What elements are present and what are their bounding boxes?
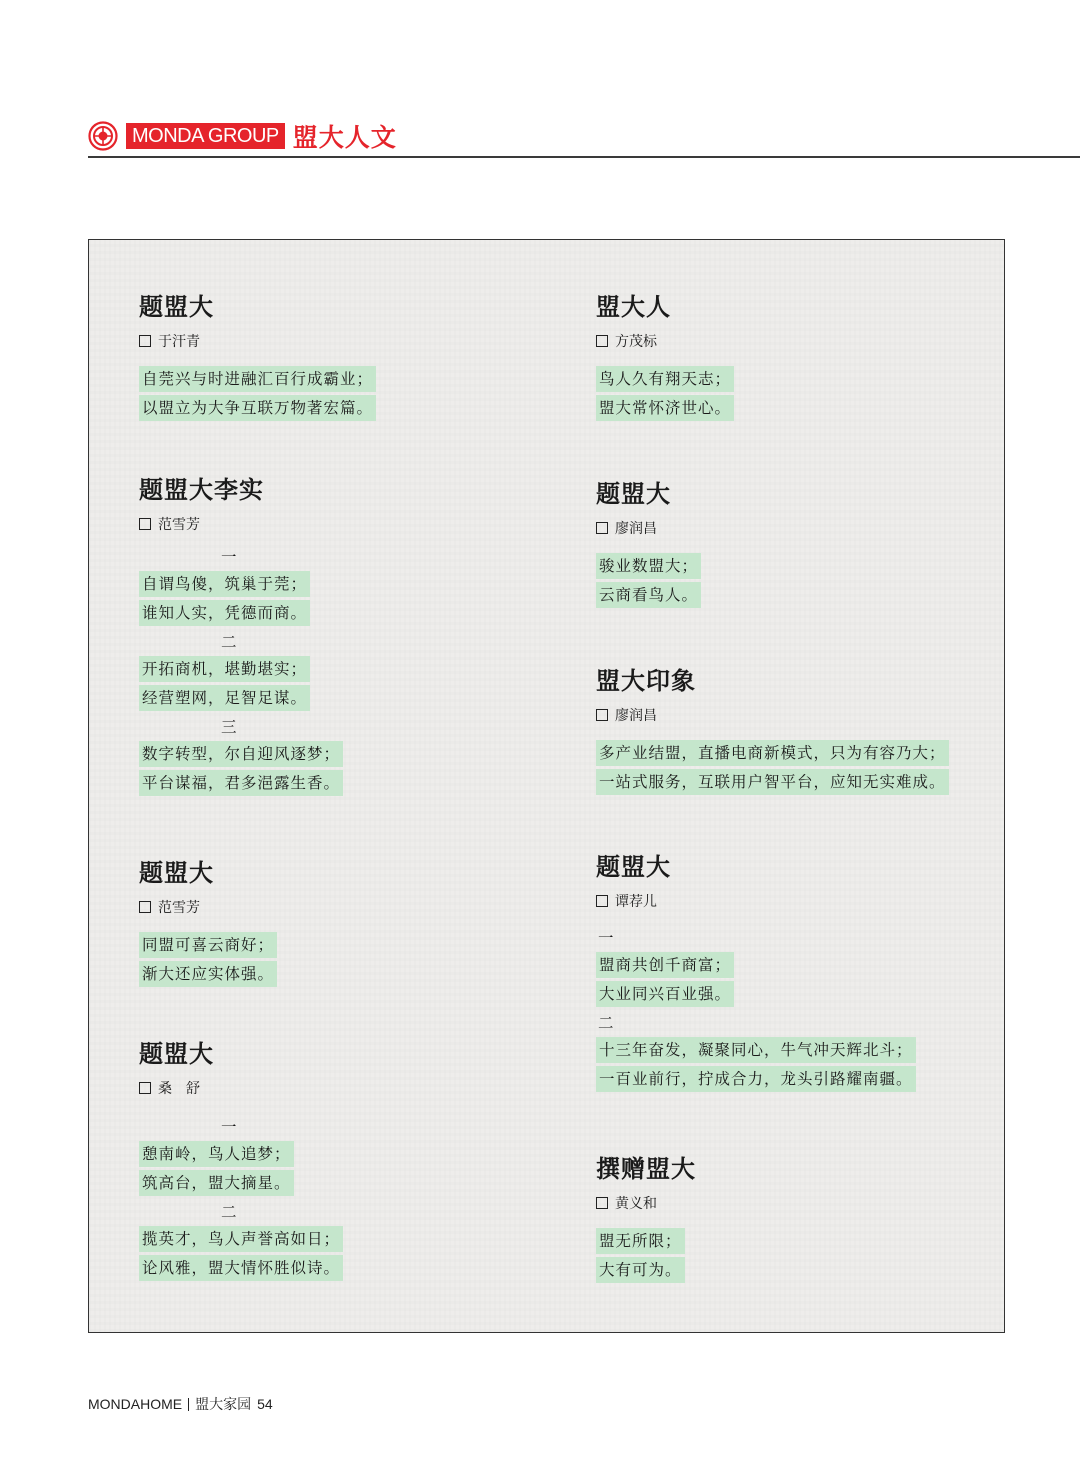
poem-block bbox=[596, 664, 949, 797]
page-footer bbox=[88, 1394, 273, 1414]
poem-title: 题盟大 bbox=[139, 1040, 214, 1068]
stanza-numeral: 一 bbox=[221, 1118, 238, 1136]
poem-line: 经营塑网，足智足谋。 bbox=[139, 685, 310, 711]
poem-title: 题盟大李实 bbox=[139, 476, 264, 504]
poem-title: 题盟大 bbox=[139, 293, 214, 321]
poem-line: 开拓商机，堪勤堪实； bbox=[139, 656, 310, 682]
poem-line: 谁知人实，凭德而商。 bbox=[139, 600, 310, 626]
stanza-numeral: 一 bbox=[598, 929, 615, 947]
author-line bbox=[596, 704, 949, 726]
author-line bbox=[596, 1192, 696, 1214]
stanza-numeral: 三 bbox=[221, 718, 238, 736]
stanza-numeral: 二 bbox=[221, 1203, 238, 1221]
poem-line: 盟无所限； bbox=[596, 1228, 685, 1254]
author-name: 于汗青 bbox=[158, 334, 200, 350]
poem-line: 多产业结盟，直播电商新模式，只为有容乃大； bbox=[596, 740, 949, 766]
magazine-name: MONDAHOME bbox=[88, 1396, 183, 1412]
poem-title: 题盟大 bbox=[139, 859, 214, 887]
poem-block bbox=[139, 856, 277, 989]
square-icon bbox=[139, 518, 151, 530]
poem-line: 自莞兴与时进融汇百行成霸业； bbox=[139, 366, 376, 392]
poem-block bbox=[139, 1037, 343, 1283]
stanza-numeral: 二 bbox=[221, 633, 238, 651]
poem-block bbox=[596, 850, 916, 1094]
poem-line: 一站式服务，互联用户智平台，应知无实难成。 bbox=[596, 769, 949, 795]
poem-block bbox=[139, 290, 376, 423]
poem-line: 大有可为。 bbox=[596, 1257, 685, 1283]
poem-line: 筑高台，盟大摘星。 bbox=[139, 1170, 294, 1196]
page-number: 54 bbox=[257, 1396, 273, 1412]
author-name: 廖润昌 bbox=[615, 708, 657, 724]
author-name: 桑 舒 bbox=[158, 1081, 200, 1097]
poem-title: 盟大印象 bbox=[596, 667, 696, 695]
square-icon bbox=[139, 1082, 151, 1094]
author-name: 方茂标 bbox=[615, 334, 657, 350]
poem-line: 云商看鸟人。 bbox=[596, 582, 701, 608]
poem-line: 以盟立为大争互联万物著宏篇。 bbox=[139, 395, 376, 421]
poem-line: 揽英才，鸟人声誉高如日； bbox=[139, 1226, 343, 1252]
poem-line: 平台谋福，君多浥露生香。 bbox=[139, 770, 343, 796]
author-line bbox=[596, 890, 916, 912]
poem-line: 论风雅，盟大情怀胜似诗。 bbox=[139, 1255, 343, 1281]
author-name: 黄义和 bbox=[615, 1196, 657, 1212]
poem-line: 渐大还应实体强。 bbox=[139, 961, 277, 987]
poem-line: 数字转型，尔自迎风逐梦； bbox=[139, 741, 343, 767]
author-name: 范雪芳 bbox=[158, 517, 200, 533]
poem-title: 撰赠盟大 bbox=[596, 1155, 696, 1183]
poem-title: 题盟大 bbox=[596, 480, 671, 508]
author-line bbox=[596, 330, 734, 352]
square-icon bbox=[596, 895, 608, 907]
poem-line: 憩南岭，鸟人追梦； bbox=[139, 1141, 294, 1167]
brand-label: MONDA GROUP bbox=[126, 123, 285, 149]
poem-line: 同盟可喜云商好； bbox=[139, 932, 277, 958]
stanza-numeral: 一 bbox=[221, 548, 238, 566]
author-line bbox=[139, 513, 343, 535]
page-header bbox=[88, 118, 397, 154]
square-icon bbox=[139, 901, 151, 913]
author-name: 谭荐儿 bbox=[615, 894, 657, 910]
monda-logo-icon bbox=[88, 121, 118, 151]
poem-line: 十三年奋发，凝聚同心，牛气冲天辉北斗； bbox=[596, 1037, 916, 1063]
square-icon bbox=[596, 335, 608, 347]
author-name: 范雪芳 bbox=[158, 900, 200, 916]
square-icon bbox=[139, 335, 151, 347]
poem-line: 鸟人久有翔天志； bbox=[596, 366, 734, 392]
square-icon bbox=[596, 1197, 608, 1209]
poem-line: 自谓鸟傻，筑巢于莞； bbox=[139, 571, 310, 597]
poem-line: 大业同兴百业强。 bbox=[596, 981, 734, 1007]
poem-line: 盟商共创千商富； bbox=[596, 952, 734, 978]
author-line bbox=[139, 330, 376, 352]
square-icon bbox=[596, 522, 608, 534]
author-line bbox=[139, 896, 277, 918]
author-line bbox=[139, 1077, 343, 1099]
poem-panel bbox=[88, 239, 1005, 1333]
poem-line: 一百业前行，拧成合力，龙头引路耀南疆。 bbox=[596, 1066, 916, 1092]
poem-title: 题盟大 bbox=[596, 853, 671, 881]
poem-block bbox=[596, 1152, 696, 1285]
publication-name: 盟大家园 bbox=[195, 1396, 252, 1412]
poem-block bbox=[139, 473, 343, 798]
header-divider bbox=[88, 156, 1080, 158]
poem-block bbox=[596, 477, 701, 610]
poem-block bbox=[596, 290, 734, 423]
section-title: 盟大人文 bbox=[292, 123, 397, 152]
poem-line: 骏业数盟大； bbox=[596, 553, 701, 579]
poem-line: 盟大常怀济世心。 bbox=[596, 395, 734, 421]
poem-title: 盟大人 bbox=[596, 293, 671, 321]
square-icon bbox=[596, 709, 608, 721]
stanza-numeral: 二 bbox=[598, 1014, 615, 1032]
footer-separator bbox=[188, 1398, 189, 1411]
author-name: 廖润昌 bbox=[615, 521, 657, 537]
author-line bbox=[596, 517, 701, 539]
